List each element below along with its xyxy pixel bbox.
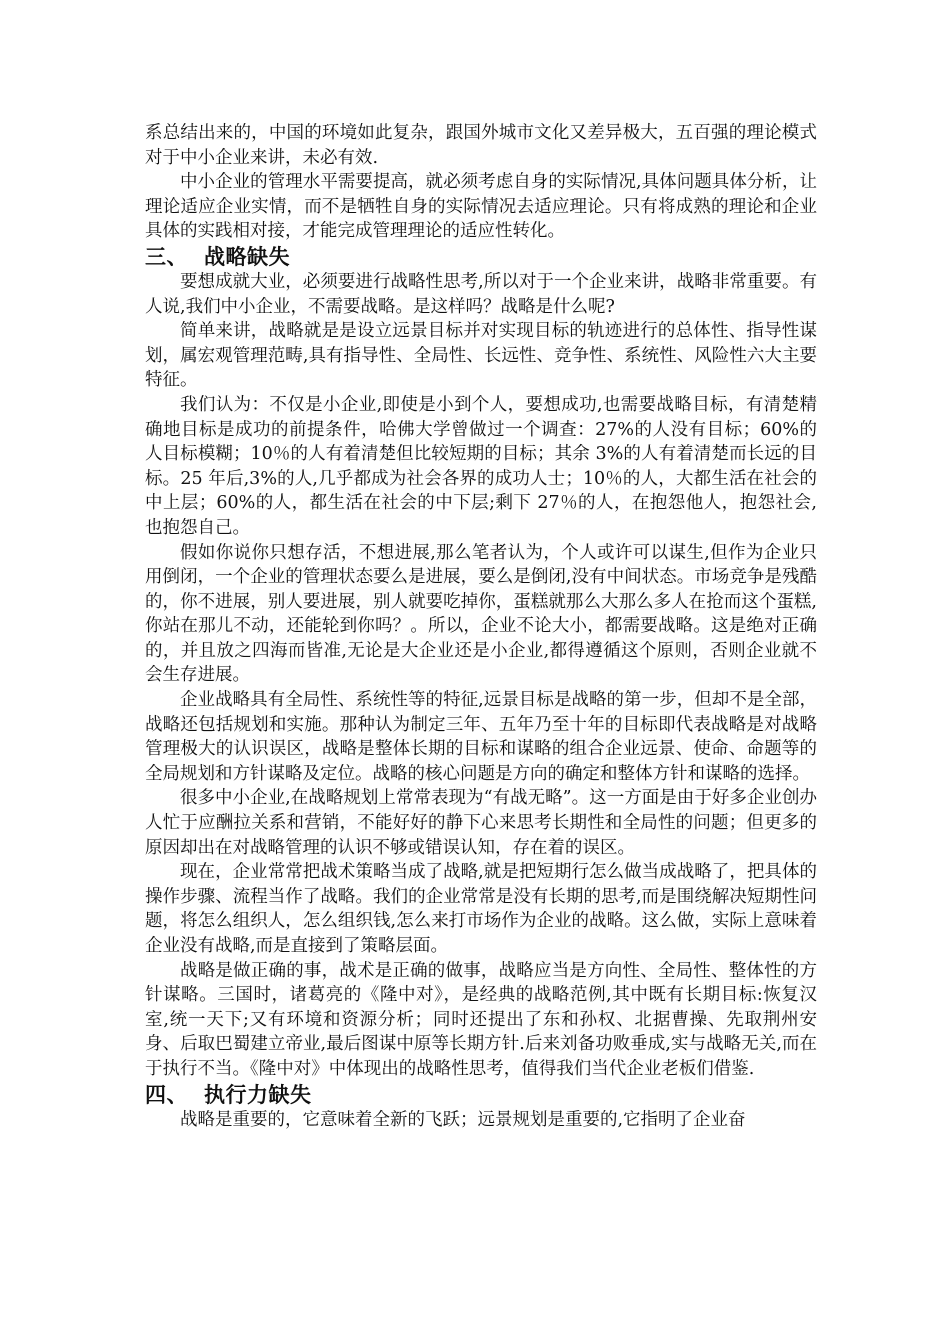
paragraph-strategy-definition: 简单来讲，战略就是是设立远景目标并对实现目标的轨迹进行的总体性、指导性谋划，属宏观管理范畴,具有指导性、全局性、长远性、竞争性、系统性、风险性六大主要特征。	[145, 321, 817, 391]
paragraph-strategy-characteristics: 企业战略具有全局性、系统性等的特征,远景目标是战略的第一步，但却不是全部，战略还包括规划和实施。那种认为制定三年、五年乃至十年的目标即代表战略是对战略管理极大的认识误区，战略是整体长期的目标和谋略的组合企业远景、使命、命题等的全局规划和方针谋略及定位。战略的核心问题是方向的确定和整体方针和谋略的选择。	[145, 690, 817, 784]
section-title: 战略缺失	[204, 244, 290, 269]
document-page	[145, 121, 817, 1132]
section-heading-strategy-missing	[145, 244, 817, 270]
paragraph-harvard-survey: 我们认为：不仅是小企业,即使是小到个人，要想成功,也需要战略目标，有清楚精确地目标是成功的前提条件，哈佛大学曾做过一个调查：27%的人没有目标；60%的人目标模糊；10％的人有着清楚但比较短期的目标；其余 3%的人有着清楚而长远的目标。25 年后,3%的人,几乎都成为社会各界的成功人士；10％的人，大都生活在社会的中上层；60%的人，都生活在社会的中下层;剩下 27％的人，在抱怨他人，抱怨社会,也抱怨自己。	[145, 394, 817, 538]
paragraph-tactics-mistaken-for-strategy: 现在，企业常常把战术策略当成了战略,就是把短期行怎么做当成战略了，把具体的操作步骤、流程当作了战略。我们的企业常常是没有长期的思考,而是围绕解决短期性问题，将怎么组织人，怎么组织钱,怎么来打市场作为企业的战略。这么做，实际上意味着企业没有战略,而是直接到了策略层面。	[145, 862, 817, 956]
paragraph-tactics-without-strategy: 很多中小企业,在战略规划上常常表现为“有战无略”。这一方面是由于好多企业创办人忙于应酬拉关系和营销，不能好好的静下心来思考长期性和全局性的问题；但更多的原因却出在对战略管理的认识不够或错误认知，存在着的误区。	[145, 788, 817, 858]
paragraph-survival-vs-growth: 假如你说你只想存活，不想进展,那么笔者认为，个人或许可以谋生,但作为企业只用倒闭，一个企业的管理状态要么是进展，要么是倒闭,没有中间状态。市场竞争是残酷的，你不进展，别人要进展，别人就要吃掉你，蛋糕就那么大那么多人在抢而这个蛋糕,你站在那儿不动，还能轮到你吗？。所以，企业不论大小，都需要战略。这是绝对正确的，并且放之四海而皆准,无论是大企业还是小企业,都得遵循这个原则，否则企业就不会生存进展。	[145, 542, 817, 686]
section-number: 三、	[145, 244, 188, 269]
section-title: 执行力缺失	[204, 1082, 312, 1107]
paragraph-management-level: 中小企业的管理水平需要提高，就必须考虑自身的实际情况,具体问题具体分析，让理论适应企业实情，而不是牺牲自身的实际情况去适应理论。只有将成熟的理论和企业具体的实践相对接，才能完成管理理论的适应性转化。	[145, 172, 817, 242]
section-heading-execution-missing	[145, 1082, 817, 1108]
paragraph-longzhong-example: 战略是做正确的事，战术是正确的做事，战略应当是方向性、全局性、整体性的方针谋略。三国时，诸葛亮的《隆中对》，是经典的战略范例,其中既有长期目标:恢复汉室,统一天下;又有环境和资源分析；同时还提出了东和孙权、北据曹操、先取荆州安身、后取巴蜀建立帝业,最后图谋中原等长期方针.后来刘备功败垂成,实与战略无关,而在于执行不当。《隆中对》中体现出的战略性思考，值得我们当代企业老板们借鉴.	[145, 960, 817, 1079]
paragraph-execution-intro: 战略是重要的，它意味着全新的飞跃；远景规划是重要的,它指明了企业奋	[180, 1109, 746, 1130]
section-number: 四、	[145, 1082, 188, 1107]
paragraph-continued: 系总结出来的，中国的环境如此复杂，跟国外城市文化又差异极大，五百强的理论模式对于中小企业来讲，未必有效.	[145, 123, 817, 168]
paragraph-strategic-thinking: 要想成就大业，必须要进行战略性思考,所以对于一个企业来讲，战略非常重要。有人说,我们中小企业，不需要战略。是这样吗？战略是什么呢?	[145, 271, 817, 317]
